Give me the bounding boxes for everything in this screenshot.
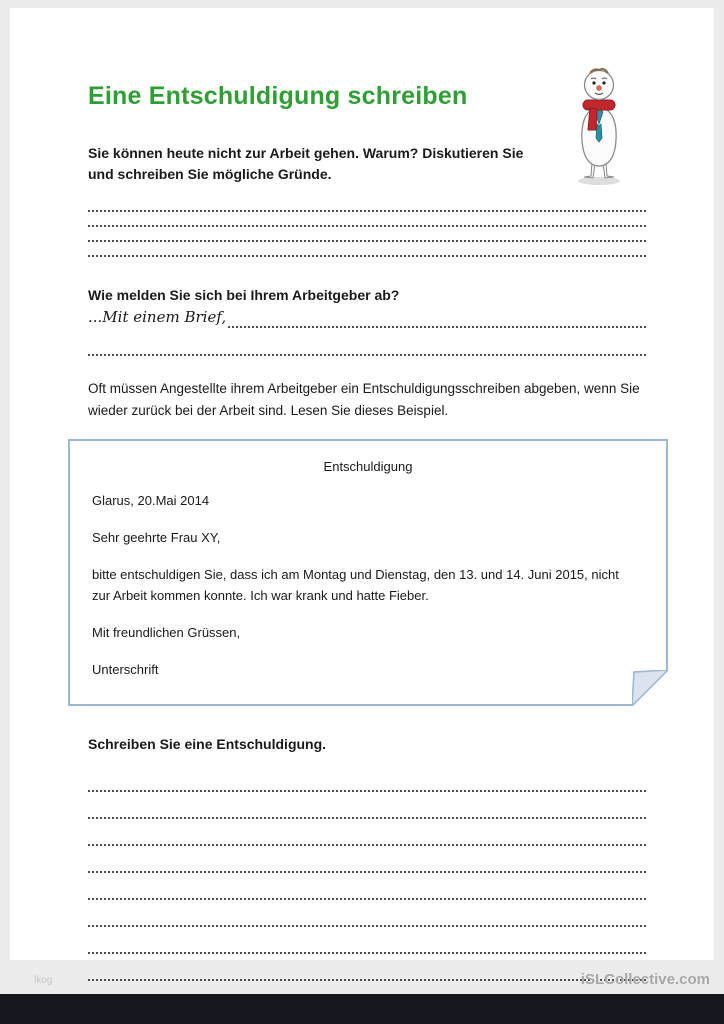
dotted-line xyxy=(88,227,646,242)
task2-answer-line xyxy=(88,308,646,332)
task1-answer-lines xyxy=(88,197,646,257)
dotted-line xyxy=(88,819,646,846)
snowman-with-red-scarf-icon xyxy=(568,64,630,188)
task3-prompt: Schreiben Sie eine Entschuldigung. xyxy=(88,736,327,753)
task3-writing-lines xyxy=(88,765,646,981)
letter-salutation: Sehr geehrte Frau XY, xyxy=(92,530,221,546)
example-letter xyxy=(68,439,668,706)
dotted-line xyxy=(88,846,646,873)
letter-body: bitte entschuldigen Sie, dass ich am Montag und Dienstag, den 13. und 14. Juni 2015, nicht zur Arbeit kommen konnte. Ich war krank und hatte Fieber. xyxy=(92,567,619,603)
dotted-line xyxy=(88,873,646,900)
dotted-line xyxy=(88,242,646,257)
dotted-line xyxy=(88,332,646,356)
footer xyxy=(0,960,724,994)
task1-prompt: Sie können heute nicht zur Arbeit gehen. Warum? Diskutieren Sie und schreiben Sie mögliche Gründe. xyxy=(88,145,524,182)
brand-logo-text: iSLCollective.com xyxy=(580,971,710,988)
intro-text: Oft müssen Angestellte ihrem Arbeitgeber ein Entschuldigungsschreiben abgeben, wenn Sie wieder zurück bei der Arbeit sind. Lesen Sie dieses Beispiel. xyxy=(88,381,640,418)
dotted-line xyxy=(88,212,646,227)
bottom-bar xyxy=(0,994,724,1024)
dotted-line xyxy=(88,197,646,212)
task2-answer: ...Mit einem Brief, xyxy=(88,308,227,326)
letter-date: Glarus, 20.Mai 2014 xyxy=(92,493,210,509)
dotted-line xyxy=(88,792,646,819)
page-title: Eine Entschuldigung schreiben xyxy=(88,82,468,110)
folded-corner-icon xyxy=(632,670,668,706)
letter-title: Entschuldigung xyxy=(323,459,413,475)
worksheet-page xyxy=(10,8,714,960)
dotted-line xyxy=(88,765,646,792)
dotted-fill xyxy=(228,308,646,328)
dotted-line xyxy=(88,900,646,927)
footer-watermark: lkog xyxy=(34,975,53,986)
letter-signature: Unterschrift xyxy=(92,661,159,677)
task2-prompt: Wie melden Sie sich bei Ihrem Arbeitgeber ab? xyxy=(88,287,400,303)
letter-closing: Mit freundlichen Grüssen, xyxy=(92,624,241,640)
dotted-line xyxy=(88,927,646,954)
